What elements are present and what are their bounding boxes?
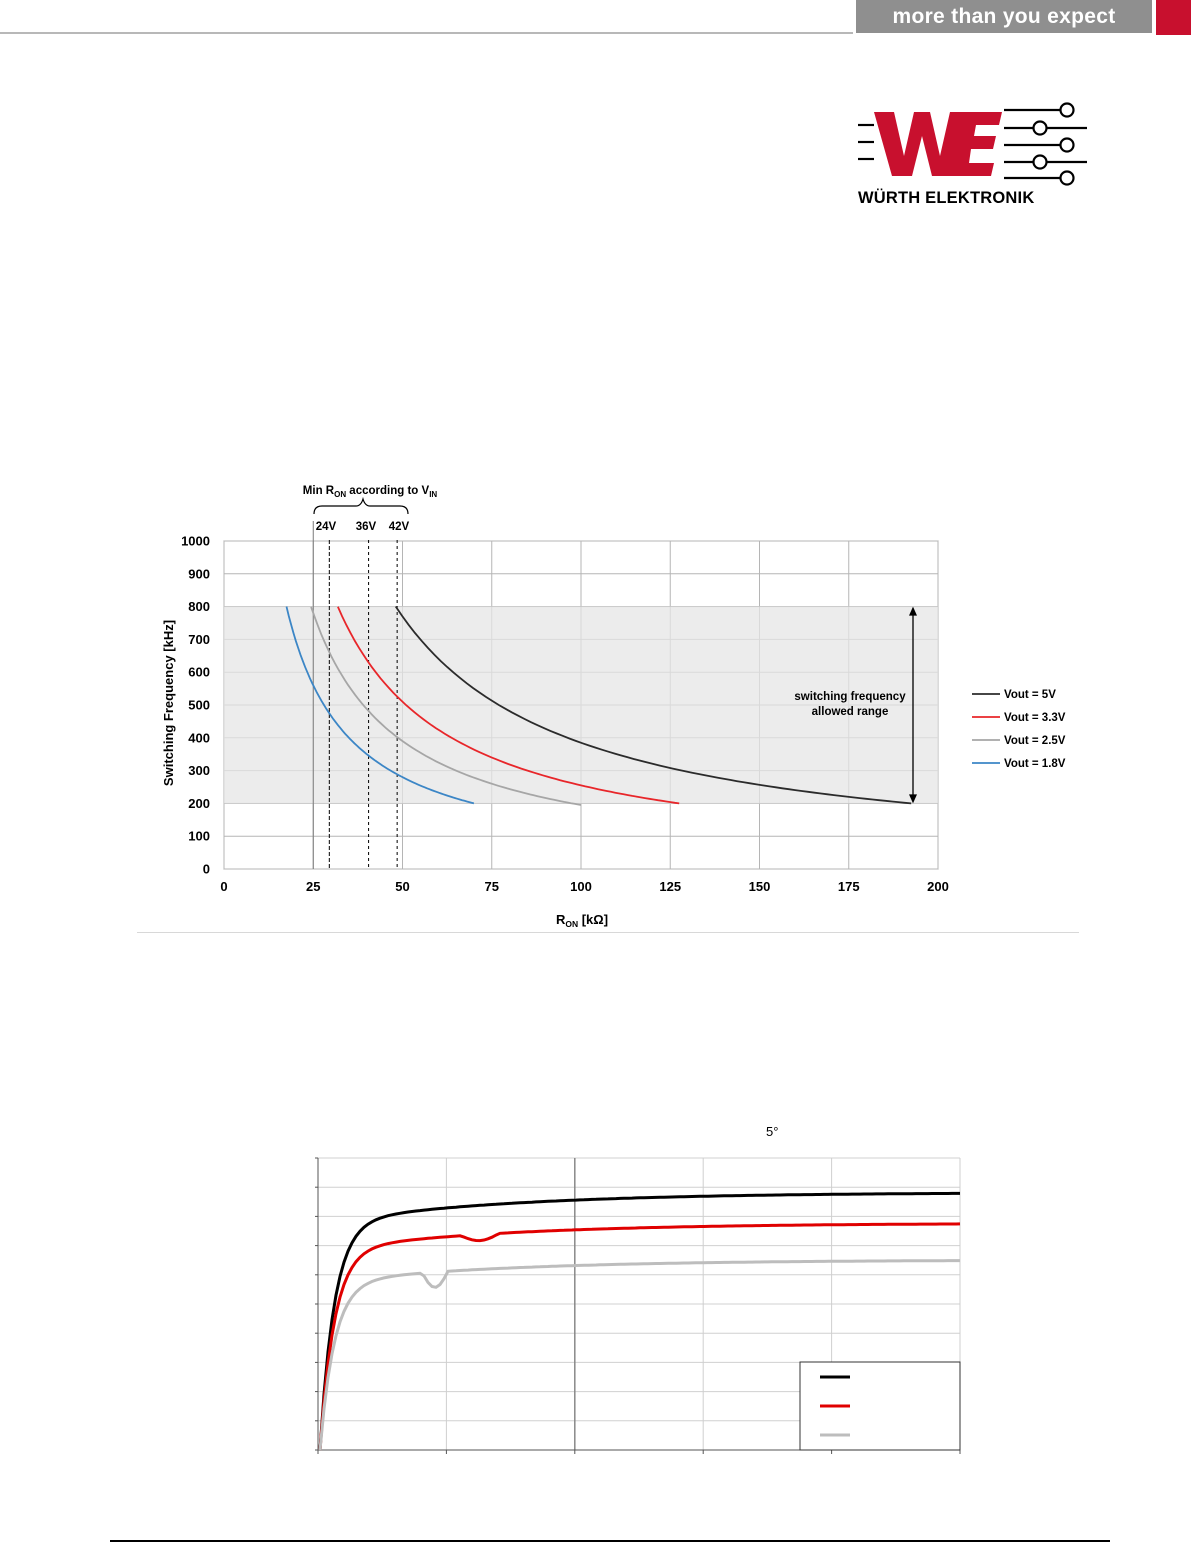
efficiency-chart bbox=[300, 1150, 980, 1470]
bracket-label-part: Min R bbox=[302, 485, 335, 497]
header-rule bbox=[0, 32, 853, 34]
x-tick-label: 0 bbox=[220, 879, 228, 894]
y-tick-label: 1000 bbox=[181, 533, 210, 549]
section-divider bbox=[137, 932, 1079, 933]
allowed-range-fill bbox=[224, 607, 938, 804]
logo-wordmark: WÜRTH ELEKTRONIK bbox=[858, 189, 1035, 207]
legend-label: Vout = 3.3V bbox=[1004, 712, 1066, 724]
y-tick-label: 600 bbox=[188, 664, 210, 680]
legend-label: Vout = 1.8V bbox=[1004, 758, 1066, 770]
x-axis-label-part: [kΩ] bbox=[578, 912, 609, 927]
x-tick-label: 75 bbox=[484, 879, 499, 894]
y-axis-label-part: Switching Frequency bbox=[161, 655, 176, 787]
legend-label: Vout = 2.5V bbox=[1004, 735, 1066, 747]
y-tick-label: 700 bbox=[188, 631, 210, 647]
allowed-range-label: switching frequency bbox=[794, 691, 906, 703]
y-tick-label: 0 bbox=[202, 861, 210, 877]
bracket-label-part: ON bbox=[334, 490, 347, 499]
y-tick-label: 400 bbox=[188, 730, 210, 746]
y-axis-label-part: [kHz] bbox=[161, 619, 176, 656]
bracket-label-part: according to V bbox=[346, 485, 430, 497]
x-tick-label: 50 bbox=[395, 879, 410, 894]
x-tick-label: 125 bbox=[659, 879, 682, 894]
legend bbox=[800, 1362, 960, 1450]
chart-annotation: 5° bbox=[766, 1124, 779, 1139]
legend-label: Vout = 5V bbox=[1004, 689, 1056, 701]
bracket-label-part: IN bbox=[429, 490, 438, 499]
y-tick-label: 300 bbox=[188, 763, 210, 779]
y-tick-label: 900 bbox=[188, 566, 210, 582]
x-tick-label: 175 bbox=[837, 879, 860, 894]
x-tick-label: 150 bbox=[748, 879, 771, 894]
x-tick-label: 25 bbox=[306, 879, 321, 894]
y-axis-label bbox=[161, 620, 176, 786]
y-tick-label: 200 bbox=[188, 795, 210, 811]
bracket bbox=[314, 499, 408, 514]
vin-marker-label: 42V bbox=[388, 521, 410, 533]
allowed-range-band bbox=[224, 607, 938, 804]
x-tick-label: 200 bbox=[927, 879, 949, 894]
vin-marker-label: 24V bbox=[315, 521, 337, 533]
x-tick-label: 100 bbox=[570, 879, 592, 894]
switching-frequency-chart bbox=[0, 470, 1191, 940]
allowed-range-label: allowed range bbox=[811, 706, 889, 718]
x-axis-label-part: R bbox=[555, 912, 566, 927]
x-axis-label bbox=[556, 912, 608, 929]
x-axis-label-part: ON bbox=[565, 919, 579, 929]
legend bbox=[972, 689, 1066, 770]
y-tick-label: 800 bbox=[188, 599, 210, 615]
bracket-label bbox=[303, 485, 438, 499]
y-tick-label: 100 bbox=[188, 828, 210, 844]
brand-corner bbox=[1156, 0, 1191, 35]
tagline: more than you expect bbox=[856, 0, 1152, 33]
y-tick-label: 500 bbox=[188, 697, 210, 713]
vin-marker-label: 36V bbox=[355, 521, 377, 533]
